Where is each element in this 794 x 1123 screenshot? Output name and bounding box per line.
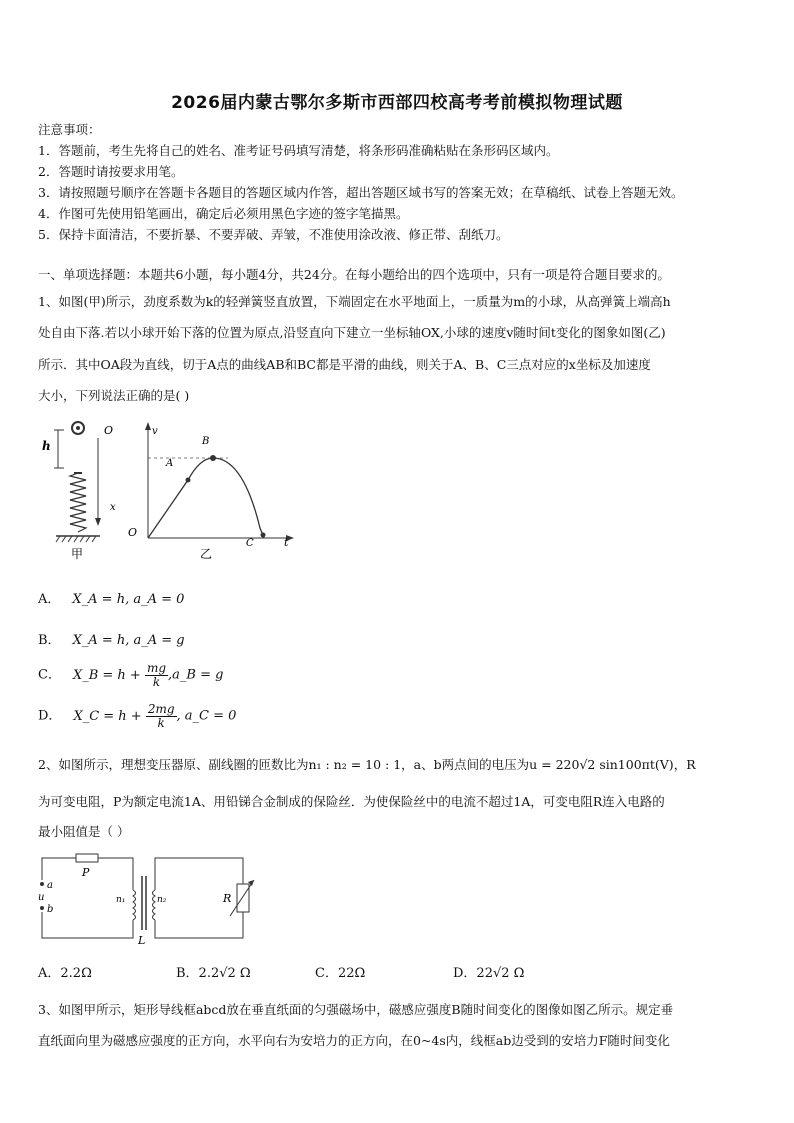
q1-option-d[interactable] [38,703,236,729]
notice-item: 1．答题前，考生先将自己的姓名、准考证号码填写清楚，将条形码准确粘贴在条形码区域内。 [38,143,559,158]
q3-text: 直纸面向里为磁感应强度的正方向，水平向右为安培力的正方向，在0~4s内，线框ab边受到的安培力F随时间变化 [38,1033,670,1048]
option-letter: A． [38,592,61,607]
option-formula-post: ,a_B = g [168,667,224,683]
q2-option-b[interactable]: B．2.2√2 Ω [176,966,251,981]
label-u: u [38,892,45,903]
spring [70,473,86,532]
fraction [145,662,168,688]
notice-item: 2．答题时请按要求用笔。 [38,164,184,179]
terminal-a [40,882,44,886]
option-letter: D． [38,708,62,724]
point-B [210,455,216,461]
q1-text: 所示．其中OA段为直线，切于A点的曲线AB和BC都是平滑的曲线，则关于A、B、C三点对应的x坐标及加速度 [38,357,651,372]
notice-item: 3．请按照题号顺序在答题卡各题目的答题区域内作答，超出答题区域书写的答案无效；在草稿纸、试卷上答题无效。 [38,185,684,200]
label-B: B [202,436,210,447]
option-letter: B． [38,633,61,648]
point-A [186,478,191,483]
page-title: 2026届内蒙古鄂尔多斯市西部四校高考考前模拟物理试题 [171,93,623,113]
label-yi: 乙 [200,547,213,561]
q1-option-c[interactable] [38,662,223,688]
q1-figure [38,418,308,563]
q1-text: 1、如图(甲)所示，劲度系数为k的轻弹簧竖直放置，下端固定在水平地面上，一质量为m的小球，从高弹簧上端高h [38,294,671,309]
q1-text: 大小，下列说法正确的是( ) [38,388,190,403]
label-A: A [166,458,174,469]
label-O-left: O [104,424,114,437]
label-v: v [152,426,158,437]
q2-text: 最小阻值是（ ） [38,824,130,839]
q2-option-d[interactable]: D．22√2 Ω [453,966,525,981]
label-t: t [284,536,289,549]
label-P: P [82,866,90,879]
vt-curve [148,458,264,538]
fraction-numerator: 2mg [147,702,175,716]
notice-item: 5．保持卡面清洁，不要折暴、不要弄破、弄皱，不准使用涂改液、修正带、刮纸刀。 [38,227,509,242]
q1-option-b[interactable] [38,629,185,648]
label-b: b [47,904,54,915]
label-R: R [223,892,232,905]
q2-option-a[interactable]: A．2.2Ω [38,966,92,981]
label-O: O [128,526,138,539]
terminal-b [40,906,44,910]
fuse-P [76,854,98,862]
q1-text: 处自由下落.若以小球开始下落的位置为原点,沿竖直向下建立一坐标轴OX,小球的速度v随时间t变化的图象如图(乙) [38,325,666,340]
fraction-denominator: k [157,715,165,730]
primary-coil [133,890,136,920]
notice-heading: 注意事项： [38,122,101,137]
label-h: h [42,439,51,453]
option-formula-post: , a_C = 0 [176,708,237,724]
label-jia: 甲 [71,547,84,561]
point-C [261,533,266,538]
label-n1: n₁ [116,895,126,905]
fraction-denominator: k [152,674,161,689]
q2-text: 2、如图所示，理想变压器原、副线圈的匝数比为n₁ : n₂ = 10 : 1，a、b两点间的电压为u = 220√2 sin100πt(V)，R [38,757,696,772]
q3-text: 3、如图甲所示，矩形导线框abcd放在垂直纸面的匀强磁场中，磁感应强度B随时间变化的图像如图乙所示。规定垂 [38,1002,674,1017]
notice-item: 4．作图可先使用铅笔画出，确定后必须用黑色字迹的签字笔描黑。 [38,206,409,221]
label-L: L [138,934,146,945]
q2-option-c[interactable]: C．22Ω [315,966,366,981]
label-C: C [246,538,254,549]
fraction [146,703,177,729]
label-a: a [47,880,53,891]
label-n2: n₂ [157,895,167,905]
secondary-coil [153,890,156,920]
option-formula: X_A = h, a_A = 0 [72,592,185,607]
option-formula: X_A = h, a_A = g [72,633,185,648]
figure-yi [128,422,294,561]
variable-resistor-R [237,884,249,912]
q2-text: 为可变电阻，P为额定电流1A、用铅锑合金制成的保险丝．为使保险丝中的电流不超过1A，可变电阻R连入电路的 [38,794,665,809]
fraction-numerator: mg [146,661,167,675]
q2-circuit-figure [38,850,258,945]
option-formula-pre: X_C = h + [73,708,142,724]
section-heading: 一、单项选择题：本题共6小题，每小题4分，共24分。在每小题给出的四个选项中，只有一项是符合题目要求的。 [38,267,670,282]
option-formula-pre: X_B = h + [72,667,141,683]
q1-option-a[interactable] [38,588,184,607]
option-letter: C． [38,667,61,683]
figure-jia [42,422,116,561]
label-x: x [110,502,116,513]
